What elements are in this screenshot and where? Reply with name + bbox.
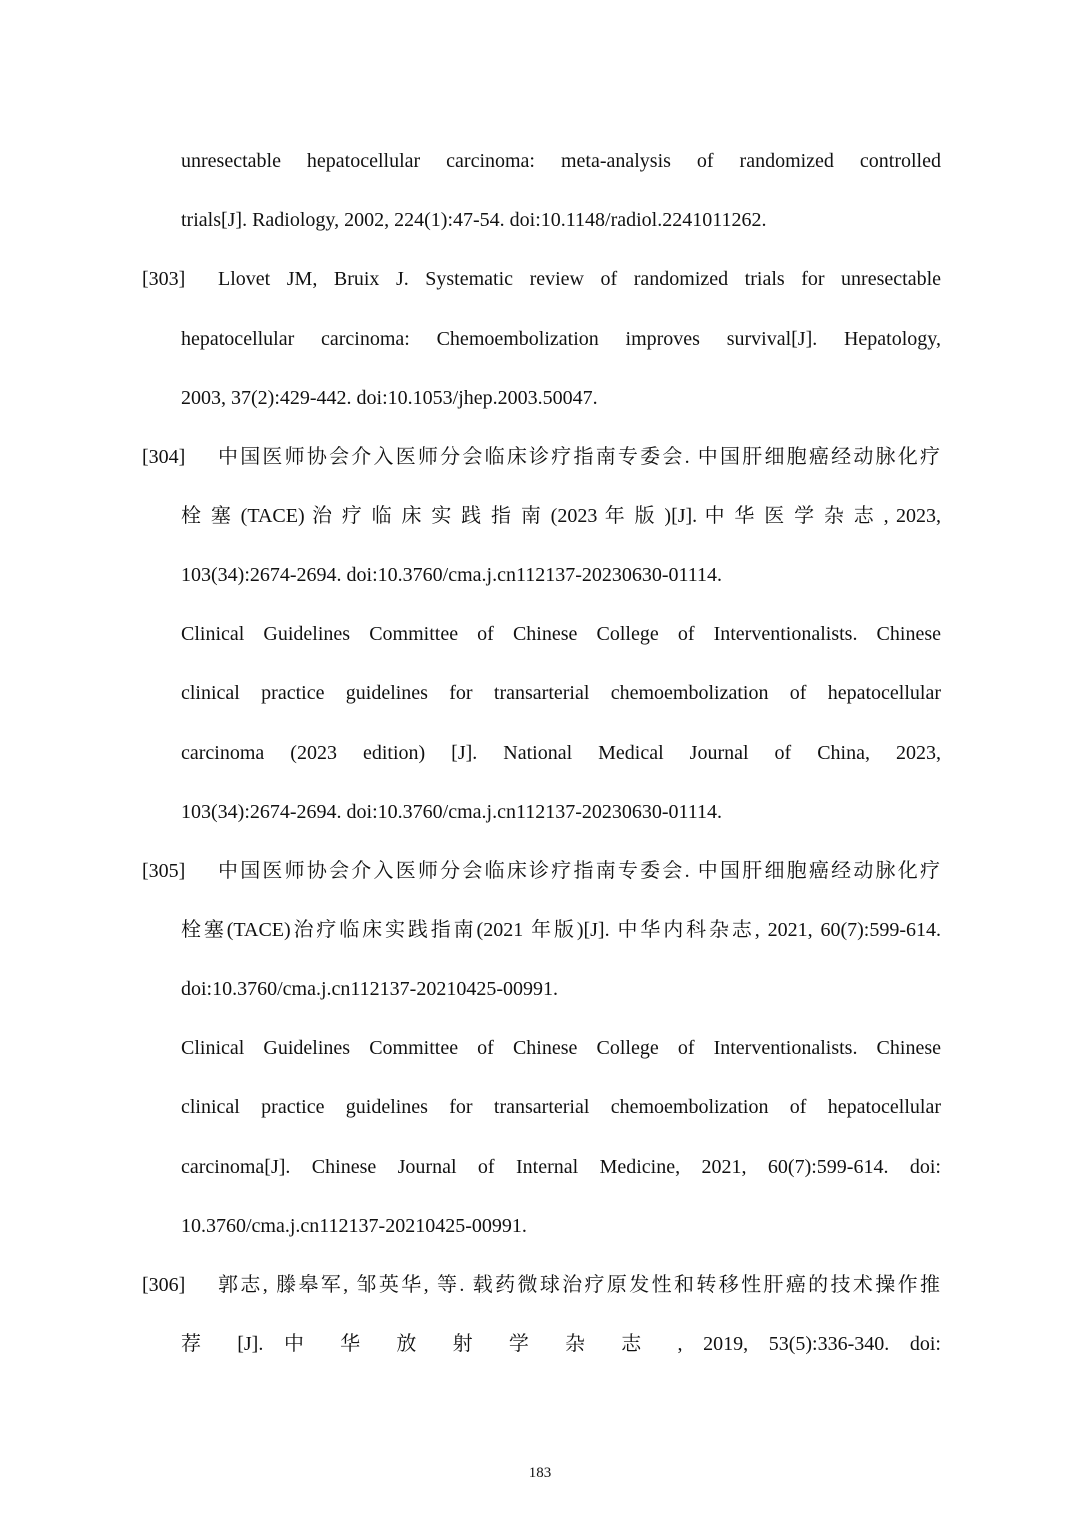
reference-number: [306] — [142, 1274, 186, 1296]
reference-line: carcinoma[J]. Chinese Journal of Internal Medicine, 2021, 60(7):599-614. doi: — [181, 1156, 941, 1178]
reference-number: [304] — [142, 446, 186, 468]
reference-line: 栓塞(TACE)治疗临床实践指南(2021 年版)[J]. 中华内科杂志, 2021, 60(7):599-614. — [181, 919, 941, 941]
reference-line: Clinical Guidelines Committee of Chinese College of Interventionalists. Chinese — [181, 1037, 941, 1059]
reference-first-line: 中国医师协会介入医师分会临床诊疗指南专委会. 中国肝细胞癌经动脉化疗 — [218, 860, 941, 882]
reference-line: Clinical Guidelines Committee of Chinese College of Interventionalists. Chinese — [181, 623, 941, 645]
reference-line: trials[J]. Radiology, 2002, 224(1):47-54. doi:10.1148/radiol.2241011262. — [181, 209, 767, 231]
reference-number: [303] — [142, 268, 186, 290]
reference-line: 10.3760/cma.j.cn112137-20210425-00991. — [181, 1215, 527, 1237]
reference-line: 103(34):2674-2694. doi:10.3760/cma.j.cn112137-20230630-01114. — [181, 564, 723, 586]
reference-line: 栓 塞 (TACE) 治 疗 临 床 实 践 指 南 (2023 年 版 )[J]. 中 华 医 学 杂 志 , 2023, — [181, 505, 941, 527]
reference-line: clinical practice guidelines for transarterial chemoembolization of hepatocellular — [181, 682, 941, 704]
reference-first-line: 郭志, 滕皋军, 邹英华, 等. 载药微球治疗原发性和转移性肝癌的技术操作推 — [218, 1274, 941, 1296]
reference-line: hepatocellular carcinoma: Chemoembolization improves survival[J]. Hepatology, — [181, 328, 941, 350]
reference-first-line: 中国医师协会介入医师分会临床诊疗指南专委会. 中国肝细胞癌经动脉化疗 — [218, 446, 941, 468]
reference-line: 2003, 37(2):429-442. doi:10.1053/jhep.2003.50047. — [181, 387, 598, 409]
page-number: 183 — [528, 1465, 552, 1481]
reference-line: 103(34):2674-2694. doi:10.3760/cma.j.cn112137-20230630-01114. — [181, 801, 723, 823]
reference-line: clinical practice guidelines for transarterial chemoembolization of hepatocellular — [181, 1096, 941, 1118]
reference-first-line: Llovet JM, Bruix J. Systematic review of randomized trials for unresectable — [218, 268, 941, 290]
reference-line: unresectable hepatocellular carcinoma: meta-analysis of randomized controlled — [181, 150, 941, 172]
reference-line: 荐 [J]. 中 华 放 射 学 杂 志 , 2019, 53(5):336-340. doi: — [181, 1333, 941, 1355]
reference-line: doi:10.3760/cma.j.cn112137-20210425-00991. — [181, 978, 558, 1000]
reference-number: [305] — [142, 860, 186, 882]
reference-line: carcinoma (2023 edition) [J]. National Medical Journal of China, 2023, — [181, 742, 941, 764]
